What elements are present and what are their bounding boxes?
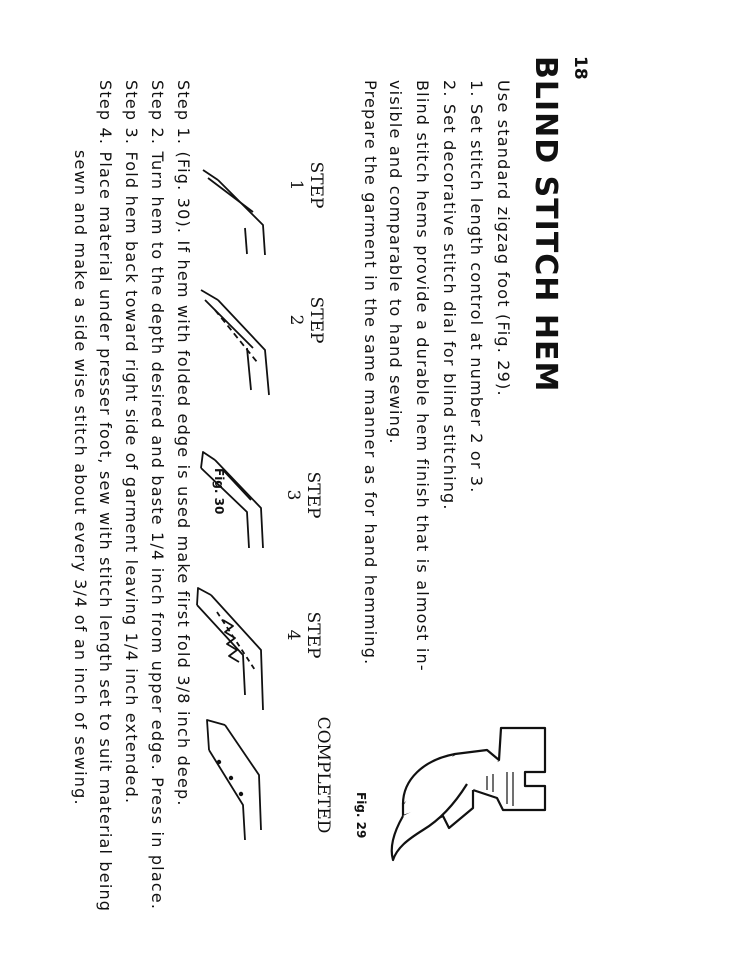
instruction-line: Step 3. Fold hem back toward right side of garment leaving 1/4 inch extended. [122,80,141,805]
step-word: STEP [303,471,323,519]
zigzag-foot-illustration [383,720,553,870]
instruction-line: Step 1. (Fig. 30). If hem with folded edge is used make first fold 3/8 inch deep. [174,80,193,807]
page-number: 18 [570,56,590,80]
instruction-line: sewn and make a side wise stitch about every 3/4 of an inch of sewing. [71,150,90,806]
instruction-line: Step 2. Turn hem to the depth desired and baste 1/4 inch from upper edge. Press in place. [148,80,167,911]
page-title: BLIND STITCH HEM [528,56,563,393]
intro-line: Prepare the garment in the same manner as for hand hemming. [361,80,380,666]
intro-line: Use standard zigzag foot (Fig. 29). [494,80,513,397]
intro-line: Blind stitch hems provide a durable hem finish that is almost in- [413,80,432,672]
step-number: 1 [286,179,306,191]
completed-label: COMPLETED [313,716,333,834]
intro-line: 2. Set decorative stitch dial for blind stitching. [440,80,459,511]
step-number: 3 [283,489,303,501]
intro-line: 1. Set stitch length control at number 2 or 3. [467,80,486,494]
step-number: 2 [286,314,306,326]
step-number: 4 [283,629,303,641]
instruction-line: Step 4. Place material under presser foot, sew with stitch length set to suit material being [96,80,115,913]
figure-30-label: Fig. 30 [212,468,226,515]
step-word: STEP [306,296,326,344]
figure-29-label: Fig. 29 [354,792,368,839]
step-word: STEP [303,611,323,659]
step-word: STEP [306,161,326,209]
intro-line: visible and comparable to hand sewing. [386,80,405,445]
hem-folding-steps-illustration [183,150,343,850]
